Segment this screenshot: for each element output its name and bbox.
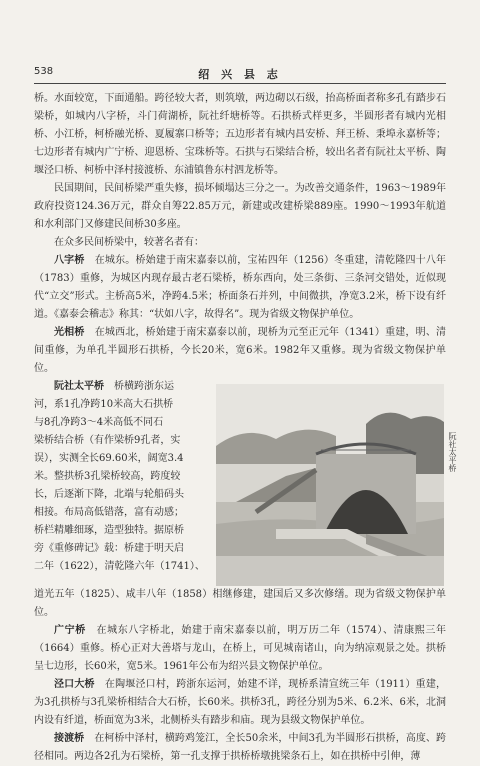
taiping-text <box>34 378 208 576</box>
bridge-description: 在城西北，桥始建于南宋嘉泰以前，现桥为元至正元年（1341）重建，明、清间重修，为单孔半圆形石拱桥，今长20米，宽6米。1982年又重修。现为省级文物保护单位。 <box>34 327 447 374</box>
paragraph: 桥。水面较宽，下面通船。跨径较大者，则筑墩，两边砌以石级，抬高桥面者称多孔有踏步石梁桥，如城内八字桥，斗门荷湖桥，阮社纤塘桥等。石拱桥式样更多，半圆形者有城内光相桥、小江桥，柯桥融光桥、夏履寨口桥等；五边形者有城内昌安桥、拜王桥、秉埠永嘉桥等；七边形者有城内广宁桥、迎恩桥、宝珠桥等。石拱与石梁结合桥，较出名者有阮社太平桥、陶堰泾口桥、柯桥中泽村接渡桥、东浦镇鲁东村泗龙桥等。 <box>34 93 446 176</box>
page-body <box>34 90 457 766</box>
page-header <box>34 66 446 82</box>
text-line: 与8孔净跨3～4米高低不同石 <box>34 417 164 428</box>
text-line: 相接。布局高低错落，富有动感； <box>34 507 184 518</box>
bridge-description: 在城东八字桥北，始建于南宋嘉泰以前，明万历二年（1574）、清康熙三年（1664）重修。桥心正对大善塔与龙山，在桥上，可见城南诸山，向为纳凉观景之处。拱桥呈七边形，长60米，宽5米。1961年公布为绍兴县文物保护单位。 <box>34 625 447 672</box>
text-line: 梁桥结合桥（有作梁桥9孔者，实 <box>34 435 181 446</box>
taiping-section <box>34 378 457 586</box>
header-rule <box>34 83 446 84</box>
bridge-photo <box>216 384 457 586</box>
bridge-name: 八字桥 <box>54 255 85 266</box>
book-title: 绍 兴 县 志 <box>198 68 282 81</box>
paragraph: 在众多民间桥梁中，较著名者有： <box>54 237 204 248</box>
bridge-entry <box>34 622 446 676</box>
bridge-photo-illustration <box>216 384 444 586</box>
text-line: 二年（1622），清乾隆六年（1741）、 <box>34 561 205 572</box>
bridge-entry <box>34 730 446 766</box>
bridge-description: 在城东。桥始建于南宋嘉泰以前，宝祐四年（1256）冬重建，清乾隆四十八年（1783）重修，为城区内现存最古老石梁桥，桥东西向，处三条街、三条河交错处，近似现代“立交”形式。主桥高5米，净跨4.5米；桥面条石并列，中间微拱，净宽3.2米，桥下设有纤道。《嘉泰会稽志》称其：“状如八字，故得名”。现为省级文物保护单位。 <box>34 255 447 320</box>
bridge-name: 泾口大桥 <box>54 679 95 690</box>
text-line: 米。整拱桥3孔梁桥较高，跨度较 <box>34 471 181 482</box>
bridge-name: 广宁桥 <box>54 625 86 636</box>
text-line: 误），实测全长69.60米，阔宽3.4 <box>34 453 184 464</box>
bridge-entry <box>34 252 446 324</box>
bridge-entry <box>34 676 446 730</box>
text-line: 河，系1孔净跨10米高大石拱桥 <box>34 399 174 410</box>
paragraph: 民国期间，民间桥梁严重失修，损坏倾塌达三分之一。为改善交通条件，1963～1989年政府投资124.36万元，群众自筹22.85万元，新建或改建桥梁889座。1990～1993年航道和水利部门又修建民间桥30多座。 <box>34 183 446 230</box>
text-line: 桥栏精雕细琢，造型独特。据原桥 <box>34 525 184 536</box>
bridge-description: 在柯桥中泽村，横跨鸡笼江，全长50余米，中间3孔为半圆形石拱桥，高度、跨径相同。两边各2孔为石梁桥，第一孔支撑于拱桥桥墩挑梁条石上，如在拱桥中引伸，薄 <box>34 733 446 762</box>
page-number: 538 <box>34 66 54 77</box>
bridge-description: 在陶堰泾口村，跨浙东运河，始建不详，现桥系清宣统三年（1911）重建，为3孔拱桥与3孔梁桥相结合大石桥，长60米。拱桥3孔，跨径分别为5米、6.2米、6米，北洞内设有纤道，桥面宽为3米，北侧桥头有踏步和庙。现为县级文物保护单位。 <box>34 679 447 726</box>
bridge-name: 接渡桥 <box>54 733 85 744</box>
paragraph: 道光五年（1825）、咸丰八年（1858）相继修建，建国后又多次修缮。现为省级文物保护单位。 <box>34 589 446 618</box>
bridge-name: 阮社太平桥 <box>54 381 104 392</box>
text-line: 长，后逐渐下降，北端与轮船码头 <box>34 489 184 500</box>
bridge-entry <box>34 324 446 378</box>
text-line: 阮社太平桥 桥横跨浙东运 <box>54 381 174 392</box>
photo-caption: 阮社太平桥 <box>448 432 457 472</box>
text-line: 旁《重修碑记》载：桥建于明天启 <box>34 543 184 554</box>
bridge-name: 光相桥 <box>54 327 85 338</box>
